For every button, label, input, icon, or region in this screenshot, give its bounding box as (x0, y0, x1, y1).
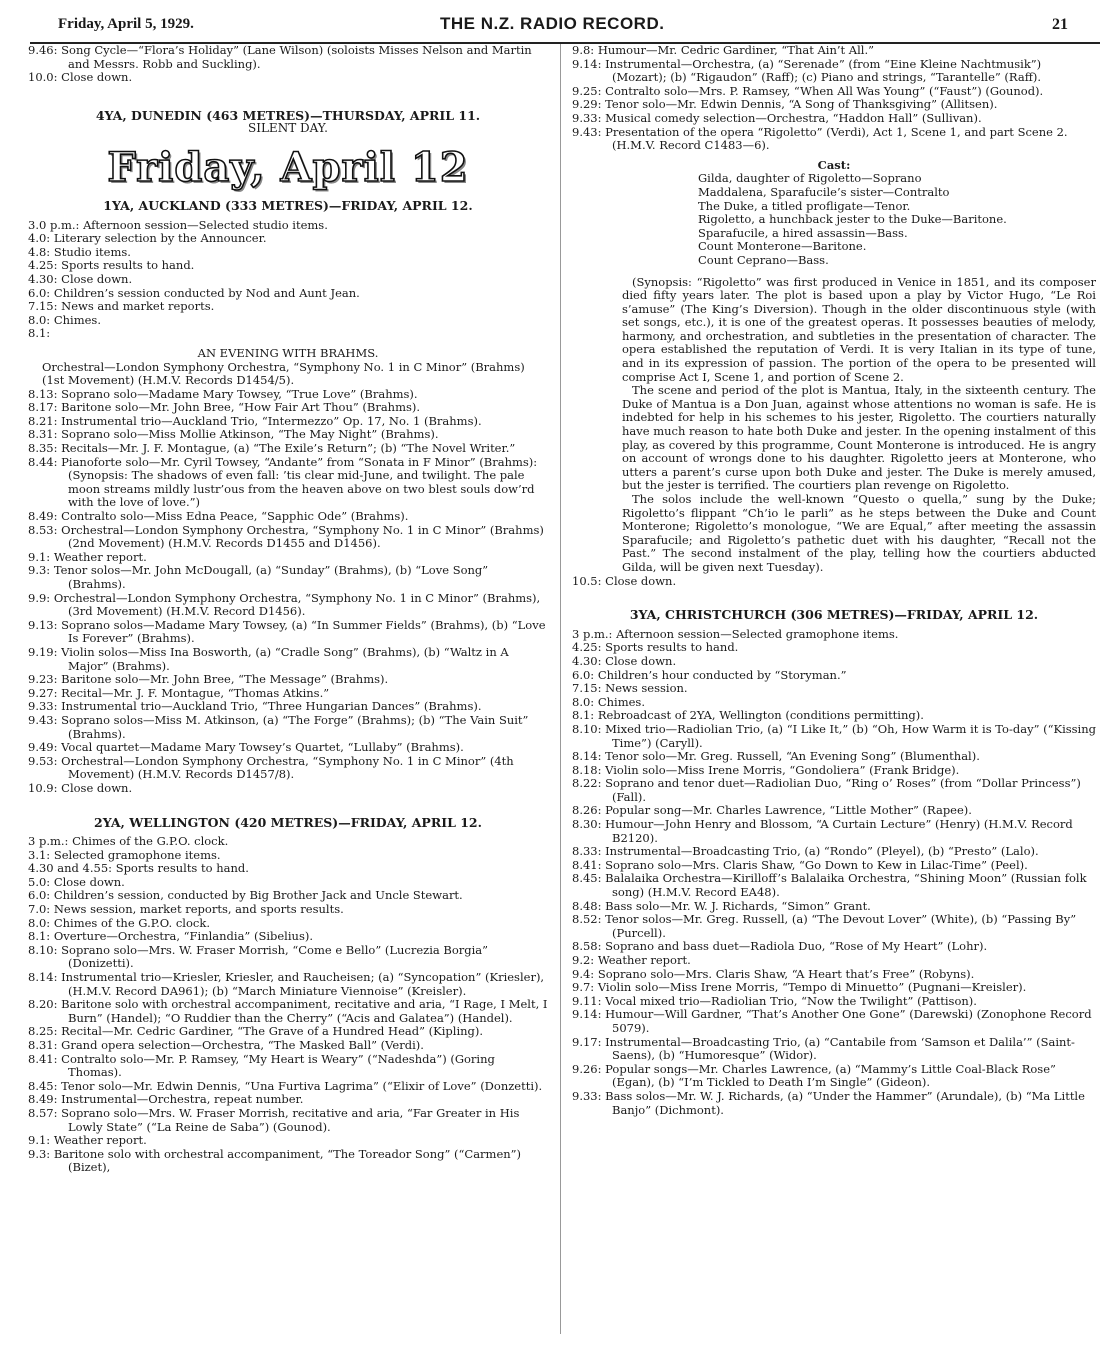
auckland-programme-evening (28, 388, 548, 796)
item-text: Soprano solo—Mrs. Claris Shaw, “Go Down to Kew in Lilac-Time” (Peel). (605, 857, 1028, 872)
item-time: 9.4: (572, 966, 595, 981)
item-time: 9.43: (28, 712, 58, 727)
item-text: Studio items. (53, 244, 131, 259)
item-time: 9.26: (572, 1061, 602, 1076)
item-time: 8.0: (572, 694, 595, 709)
cast-member: Gilda, daughter of Rigoletto—Soprano (698, 171, 922, 186)
item-time: 9.9: (28, 590, 51, 605)
item-time: 9.49: (28, 740, 58, 755)
item-text: Orchestral—London Symphony Orchestra, “Symphony No. 1 in C Minor” (Brahms), (3rd Movement) (H.M.V. Record D1456). (53, 590, 541, 619)
item-time: 9.14: (572, 1007, 602, 1022)
item-text: Violin solos—Miss Ina Bosworth, (a) “Cradle Song” (Brahms), (b) “Waltz in A Major” (Brahms). (61, 644, 509, 673)
item-text: Soprano solos—Miss M. Atkinson, (a) “The Forge” (Brahms); (b) “The Vain Suit” (Brahms). (61, 712, 529, 741)
list-item (28, 415, 548, 429)
list-item (28, 741, 548, 755)
list-item (28, 71, 548, 85)
list-item (28, 219, 548, 233)
item-text: Selected gramophone items. (53, 847, 221, 862)
item-text: Sports results to hand. (61, 258, 195, 273)
item-text: Chimes. (597, 694, 645, 709)
list-item (572, 112, 1096, 126)
item-text: Instrumental—Broadcasting Trio, (a) “Rondo” (Pleyel), (b) “Presto” (Lalo). (605, 844, 1039, 859)
item-text: Soprano solo—Mrs. Claris Shaw, “A Heart that’s Free” (Robyns). (597, 966, 975, 981)
item-time: 8.17: (28, 400, 58, 415)
item-text: Weather report. (53, 549, 147, 564)
item-time: 10.9: (28, 780, 58, 795)
item-text: Recital—Mr. J. F. Montague, “Thomas Atkins.” (61, 685, 330, 700)
item-text: Close down. (605, 653, 677, 668)
item-text: Children’s hour conducted by “Storyman.” (597, 667, 847, 682)
list-item (28, 388, 548, 402)
item-text: Sports results to hand. (605, 640, 739, 655)
item-text: Overture—Orchestra, “Finlandia” (Sibelius). (53, 929, 313, 944)
item-time: 8.53: (28, 522, 58, 537)
list-item (572, 954, 1096, 968)
item-text: Close down. (53, 874, 125, 889)
item-time: 8.30: (572, 817, 602, 832)
item-text: Popular song—Mr. Charles Lawrence, “Little Mother” (Rapee). (605, 803, 972, 818)
cast-member: Rigoletto, a hunchback jester to the Duke—Baritone. (698, 212, 1007, 227)
synopsis-paragraph: (Synopsis: “Rigoletto” was first produced in Venice in 1851, and its composer died fifty years later. The plot is based upon a play by Victor Hugo, “Le Roi s’amuse” (The King’s Diversion). Though in the older discontinuous style (with set songs, etc.), it is one of the greatest operas. It possesses beauties of melody, harmony, and orchestration, and subtleties in the presentation of character. The opera established the reputation of Verdi. It is very Italian in its type of tune, and in its expression of passion. The portion of the opera to be presented will comprise Act I, Scene 1, and portion of Scene 2. (622, 274, 1096, 384)
cast-member: Count Ceprano—Bass. (698, 252, 829, 267)
list-item (572, 58, 1096, 85)
item-time: 4.25: (572, 640, 602, 655)
list-item (572, 968, 1096, 982)
item-time: 9.19: (28, 644, 58, 659)
item-text: Literary selection by the Announcer. (53, 231, 267, 246)
item-time: 9.1: (28, 1133, 51, 1148)
item-time: 8.33: (572, 844, 602, 859)
item-text: Presentation of the opera “Rigoletto” (Verdi), Act 1, Scene 1, and part Scene 2. (H.M.V. Record C1483—6). (605, 124, 1068, 153)
list-item (28, 1107, 548, 1134)
list-item (572, 669, 1096, 683)
rigoletto-synopsis (572, 276, 1096, 575)
item-text: Contralto solo—Mrs. P. Ramsey, “When All Was Young” (“Faust”) (Gounod). (605, 83, 1044, 98)
list-item (28, 646, 548, 673)
cast-member: Sparafucile, a hired assassin—Bass. (698, 225, 908, 240)
item-text: Rebroadcast of 2YA, Wellington (conditions permitting). (597, 708, 924, 723)
item-text: Tenor solo—Mr. Greg. Russell, “An Evening Song” (Blumenthal). (605, 749, 980, 764)
synopsis-paragraph: The scene and period of the plot is Mantua, Italy, in the sixteenth century. The Duke of Mantua is a Don Juan, against whose attentions no woman is safe. He is indebted for help in his schemes to his jester, Rigoletto. The courtiers naturally have much reason to hate both Duke and jester. In the opening instalment of this play, as covered by this programme, Count Monterone is introduced. He is angry on account of wrongs done to his daughter. Rigoletto jeers at Monterone, who utters a parent’s curse upon both Duke and jester. The Duke is merely amused, but the jester is terrified. The courtiers plan revenge on Rigoletto. (622, 383, 1096, 493)
list-item (572, 44, 1096, 58)
list-item (28, 998, 548, 1025)
column-divider (560, 44, 561, 1334)
list-item (28, 755, 548, 782)
item-time: 8.44: (28, 454, 58, 469)
item-text: Chimes of the G.P.O. clock. (72, 834, 229, 849)
item-time: 8.22: (572, 776, 602, 791)
list-item (28, 314, 548, 328)
item-text: Afternoon session—Selected gramophone items. (616, 626, 899, 641)
item-time: 8.57: (28, 1105, 58, 1120)
item-time: 8.49: (28, 1092, 58, 1107)
list-item (572, 709, 1096, 723)
item-text: Soprano and bass duet—Radiola Duo, “Rose of My Heart” (Lohr). (605, 939, 988, 954)
item-text: Bass solo—Mr. W. J. Richards, “Simon” Grant. (605, 898, 871, 913)
cast-member: Count Monterone—Baritone. (698, 239, 867, 254)
item-time: 8.13: (28, 386, 58, 401)
list-item (572, 1090, 1096, 1117)
carry-over-list (28, 44, 548, 85)
item-time: 8.0: (28, 312, 51, 327)
item-text: Contralto solo—Mr. P. Ramsey, “My Heart is Weary” (“Nadeshda”) (Goring Thomas). (61, 1051, 495, 1080)
item-time: 9.11: (572, 993, 602, 1008)
item-text: Instrumental trio—Auckland Trio, “Three Hungarian Dances” (Brahms). (61, 699, 482, 714)
item-text: Humour—Mr. Cedric Gardiner, “That Ain’t All.” (597, 43, 874, 57)
list-item (572, 913, 1096, 940)
item-time: 9.33: (572, 110, 602, 125)
item-time: 9.53: (28, 753, 58, 768)
item-time: 8.25: (28, 1024, 58, 1039)
list-item (572, 1036, 1096, 1063)
item-time: 10.5: (572, 573, 602, 588)
item-text: Balalaika Orchestra—Kirilloff’s Balalaika Orchestra, “Shining Moon” (Russian folk song) (H.M.V. Record EA48). (605, 871, 1087, 900)
list-item (572, 641, 1096, 655)
list-item (28, 1134, 548, 1148)
list-item (28, 1039, 548, 1053)
item-time: 8.52: (572, 912, 602, 927)
list-item (28, 1080, 548, 1094)
list-item (28, 903, 548, 917)
list-item (28, 246, 548, 260)
list-item (572, 1063, 1096, 1090)
item-text: News session. (605, 681, 688, 696)
item-text: Tenor solos—Mr. Greg. Russell, (a) “The Devout Lover” (White), (b) “Passing By” (Purcell). (605, 912, 1077, 940)
wellington-programme-continued (572, 44, 1096, 153)
item-text: Instrumental—Orchestra, (a) “Serenade” (from “Eine Kleine Nachtmusik”) (Mozart); (b) “Rigaudon” (Raff); (c) Piano and strings, “Tarantelle” (Raff). (605, 56, 1042, 85)
christchurch-programme (572, 628, 1096, 1117)
cast-list (572, 172, 1096, 267)
item-time: 3.1: (28, 847, 51, 862)
station-title-wellington: 2YA, WELLINGTON (420 METRES)—FRIDAY, APRIL 12. (94, 814, 482, 830)
wellington-programme (28, 835, 548, 1175)
item-time: 8.31: (28, 1038, 58, 1052)
item-time: 4.25: (28, 258, 58, 273)
cast-member: Maddalena, Sparafucile’s sister—Contralto (698, 184, 950, 199)
list-item (572, 900, 1096, 914)
page-header (0, 8, 1114, 42)
page-number: 21 (1052, 16, 1068, 33)
item-time: 3 p.m.: (572, 626, 613, 641)
item-text: Chimes. (53, 312, 101, 327)
item-text: Instrumental—Broadcasting Trio, (a) “Cantabile from ‘Samson et Dalila’” (Saint-Saens), (b) “Humoresque” (Widor). (605, 1034, 1075, 1063)
list-item (28, 524, 548, 551)
item-text: Close down. (61, 271, 133, 286)
item-time: 9.27: (28, 685, 58, 700)
item-text: Contralto solo—Miss Edna Peace, “Sapphic Ode” (Brahms). (61, 509, 409, 524)
item-time: 4.8: (28, 244, 51, 259)
list-item (572, 995, 1096, 1009)
item-time: 8.35: (28, 441, 58, 456)
item-time: 10.0: (28, 70, 58, 85)
left-column (28, 44, 548, 1175)
list-item (28, 287, 548, 301)
list-item (572, 85, 1096, 99)
item-text: Weather report. (53, 1133, 147, 1148)
list-item (572, 98, 1096, 112)
item-text: Baritone solo—Mr. John Bree, “The Message” (Brahms). (61, 672, 389, 687)
item-text: Bass solos—Mr. W. J. Richards, (a) “Under the Hammer” (Arundale), (b) “Ma Little Banjo” (Dichmont). (605, 1088, 1085, 1117)
list-item (572, 126, 1096, 153)
list-item (572, 723, 1096, 750)
item-time: 8.31: (28, 427, 58, 442)
list-item (28, 862, 548, 876)
list-item (28, 971, 548, 998)
item-text: Chimes of the G.P.O. clock. (53, 915, 210, 930)
list-item (572, 981, 1096, 995)
item-text: Tenor solos—Mr. John McDougall, (a) “Sunday” (Brahms), (b) “Love Song” (Brahms). (53, 563, 489, 591)
list-item (28, 428, 548, 442)
list-item (572, 940, 1096, 954)
item-time: 8.18: (572, 762, 602, 777)
cast-member: The Duke, a titled profligate—Tenor. (698, 198, 911, 213)
item-time: 8.1: (28, 929, 51, 944)
item-time: 9.43: (572, 124, 602, 139)
item-text: Orchestral—London Symphony Orchestra, “Symphony No. 1 in C Minor” (Brahms) (2nd Movement) (H.M.V. Records D1455 and D1456). (61, 522, 544, 551)
item-time: 8.26: (572, 803, 602, 818)
list-item (28, 592, 548, 619)
list-item (572, 804, 1096, 818)
item-text: Close down. (605, 573, 677, 588)
list-item (28, 619, 548, 646)
silent-day-label: SILENT DAY. (248, 121, 328, 136)
item-text: Afternoon session—Selected studio items. (83, 217, 328, 232)
list-item (28, 232, 548, 246)
item-time: 9.25: (572, 83, 602, 98)
item-text: Tenor solo—Mr. Edwin Dennis, “Una Furtiva Lagrima” (“Elixir of Love” (Donzetti). (61, 1078, 543, 1093)
item-text: Recital—Mr. Cedric Gardiner, “The Grave of a Hundred Head” (Kipling). (61, 1024, 484, 1039)
day-heading: Friday, April 12 (107, 143, 469, 191)
item-time: 9.3: (28, 563, 51, 578)
item-text: Instrumental trio—Auckland Trio, “Intermezzo” Op. 17, No. 1 (Brahms). (61, 413, 482, 428)
brahms-heading: AN EVENING WITH BRAHMS. (197, 345, 379, 360)
item-time: 8.14: (572, 749, 602, 764)
item-text: Close down. (61, 70, 133, 85)
list-item (572, 859, 1096, 873)
item-time: 7.15: (28, 299, 58, 314)
list-item (28, 714, 548, 741)
item-text: Musical comedy selection—Orchestra, “Haddon Hall” (Sullivan). (605, 110, 982, 125)
list-item (28, 456, 548, 510)
item-text: Baritone solo with orchestral accompaniment, recitative and aria, “I Rage, I Melt, I Burn” (Handel); “O Ruddier than the Cherry” (“Acis and Galatea”) (Handel). (61, 997, 548, 1025)
list-item (572, 750, 1096, 764)
list-item (28, 876, 548, 890)
item-text: Mixed trio—Radiolian Trio, (a) “I Like It,” (b) “Oh, How Warm it is To-day” (“Kissing Time”) (Caryll). (605, 721, 1096, 750)
item-time: 9.33: (572, 1088, 602, 1103)
item-time: 4.30: (28, 271, 58, 286)
issue-date: Friday, April 5, 1929. (58, 16, 194, 32)
item-time: 8.45: (28, 1078, 58, 1093)
item-time: 9.8: (572, 43, 595, 57)
item-time: 9.7: (572, 980, 595, 995)
item-time: 8.1: (28, 326, 51, 341)
item-text: Soprano and tenor duet—Radiolian Duo, “Ring o’ Roses” (from “Dollar Princess”) (Fall). (605, 776, 1081, 804)
item-text: Baritone solo with orchestral accompaniment, “The Toreador Song” (“Carmen”) (Bizet), (53, 1146, 522, 1175)
item-text: Instrumental—Orchestra, repeat number. (61, 1092, 304, 1107)
item-time: 9.17: (572, 1034, 602, 1049)
item-text: Violin solo—Miss Irene Morris, “Tempo di Minuetto” (Pugnani—Kreisler). (597, 980, 1027, 995)
item-text: Orchestral—London Symphony Orchestra, “Symphony No. 1 in C Minor” (4th Movement) (H.M.V. Records D1457/8). (61, 753, 514, 782)
item-text: Vocal mixed trio—Radiolian Trio, “Now the Twilight” (Pattison). (605, 993, 977, 1008)
item-time: 9.14: (572, 56, 602, 71)
item-time: 8.41: (28, 1051, 58, 1066)
item-text: Vocal quartet—Madame Mary Towsey’s Quartet, “Lullaby” (Brahms). (61, 740, 464, 755)
item-time: 9.33: (28, 699, 58, 714)
item-text: News and market reports. (61, 299, 215, 314)
item-text: Violin solo—Miss Irene Morris, “Gondoliera” (Frank Bridge). (605, 762, 960, 777)
item-time: 7.0: (28, 902, 51, 917)
item-time: 8.48: (572, 898, 602, 913)
station-title-christchurch: 3YA, CHRISTCHURCH (306 METRES)—FRIDAY, APRIL 12. (629, 607, 1039, 623)
list-item (28, 259, 548, 273)
list-item (572, 872, 1096, 899)
list-item (28, 401, 548, 415)
item-text: Soprano solo—Mrs. W. Fraser Morrish, recitative and aria, “Far Greater in His Lowly State” (“La Reine de Saba”) (Gounod). (61, 1105, 520, 1134)
item-text: Grand opera selection—Orchestra, “The Masked Ball” (Verdi). (61, 1038, 424, 1052)
list-item (28, 782, 548, 796)
item-time: 9.13: (28, 617, 58, 632)
list-item (28, 300, 548, 314)
list-item (28, 1025, 548, 1039)
publication-title: THE N.Z. RADIO RECORD. (440, 14, 665, 33)
list-item (28, 510, 548, 524)
list-item (28, 673, 548, 687)
list-item (572, 777, 1096, 804)
list-item (28, 1148, 548, 1175)
list-item (28, 327, 548, 341)
item-time: 3 p.m.: (28, 834, 69, 849)
item-text: Pianoforte solo—Mr. Cyril Towsey, “Andante” from “Sonata in F Minor” (Brahms): (Synopsis: The shadows of even fall: ’tis clear mid-June, and twilight. The pale moon streams mildly lustr’ous from the heaven above on two blest souls dow’rd with the love of love.”) (61, 454, 538, 510)
list-item (572, 696, 1096, 710)
right-column (572, 44, 1096, 1117)
item-text: News session, market reports, and sports results. (53, 902, 344, 917)
item-time: 4.0: (28, 231, 51, 246)
item-time: 8.10: (572, 721, 602, 736)
list-item (28, 917, 548, 931)
list-item (28, 44, 548, 71)
item-text: Soprano solos—Madame Mary Towsey, (a) “In Summer Fields” (Brahms), (b) “Love Is Forever” (Brahms). (61, 617, 546, 646)
list-item (28, 273, 548, 287)
list-item (28, 442, 548, 456)
item-text: Soprano solo—Mrs. W. Fraser Morrish, “Come e Bello” (Lucrezia Borgia” (Donizetti). (61, 942, 489, 971)
station-title-auckland: 1YA, AUCKLAND (333 METRES)—FRIDAY, APRIL 12. (103, 197, 473, 213)
list-item (28, 889, 548, 903)
item-time: 8.0: (28, 915, 51, 930)
item-time: 8.21: (28, 413, 58, 428)
item-text: Children’s session, conducted by Big Brother Jack and Uncle Stewart. (53, 888, 463, 903)
item-time: 8.20: (28, 997, 58, 1012)
list-item (572, 575, 1096, 589)
item-time: 5.0: (28, 874, 51, 889)
brahms-intro: Orchestral—London Symphony Orchestra, “Symphony No. 1 in C Minor” (Brahms) (1st Movement) (H.M.V. Records D1454/5). (42, 359, 525, 388)
list-item (28, 564, 548, 591)
list-item (572, 655, 1096, 669)
item-text: Instrumental trio—Kriesler, Kriesler, and Raucheisen; (a) “Syncopation” (Kriesler), (H.M.V. Record DA961); (b) “March Miniature Viennoise” (Kreisler). (61, 970, 545, 998)
item-time: 9.1: (28, 549, 51, 564)
item-text: Song Cycle—“Flora’s Holiday” (Lane Wilson) (soloists Misses Nelson and Martin and Messrs. Robb and Suckling). (61, 43, 532, 71)
item-time: 9.2: (572, 953, 595, 967)
item-text: Recitals—Mr. J. F. Montague, (a) “The Exile’s Return”; (b) “The Novel Writer.” (61, 441, 516, 456)
item-text: Tenor solo—Mr. Edwin Dennis, “A Song of Thanksgiving” (Allitsen). (605, 97, 998, 112)
item-text: Soprano solo—Madame Mary Towsey, “True Love” (Brahms). (61, 386, 418, 401)
list-item (28, 930, 548, 944)
item-time: 8.10: (28, 942, 58, 957)
item-text: Close down. (61, 780, 133, 795)
list-item (572, 845, 1096, 859)
item-time: 9.46: (28, 43, 58, 57)
cast-heading: Cast: (817, 157, 851, 172)
item-text: Weather report. (597, 953, 691, 967)
auckland-programme-early (28, 219, 548, 341)
list-item (572, 628, 1096, 642)
list-item (28, 849, 548, 863)
item-time: 6.0: (28, 285, 51, 300)
list-item (572, 818, 1096, 845)
item-time: 8.14: (28, 970, 58, 985)
item-time: 9.29: (572, 97, 602, 112)
list-item (572, 682, 1096, 696)
list-item (28, 835, 548, 849)
item-time: 6.0: (28, 888, 51, 903)
item-time: 7.15: (572, 681, 602, 696)
item-time: 6.0: (572, 667, 595, 682)
item-time: 9.23: (28, 672, 58, 687)
item-text: Sports results to hand. (115, 861, 249, 876)
list-item (28, 944, 548, 971)
item-time: 8.1: (572, 708, 595, 723)
item-time: 4.30 and 4.55: (28, 861, 113, 876)
synopsis-paragraph: The solos include the well-known “Questo o quella,” sung by the Duke; Rigoletto’s flippant “Ch’io le parli” as he steps between the Duke and Count Monterone; Rigoletto’s monologue, “We are Equal,” after meeting the assassin Sparafucile; and Rigoletto’s pathetic duet with his daughter, “Recall not the Past.” The second instalment of the play, telling how the courtiers abducted Gilda, will be given next Tuesday). (622, 492, 1096, 574)
station-title-dunedin: 4YA, DUNEDIN (463 METRES)—THURSDAY, APRIL 11. (95, 107, 481, 123)
item-time: 8.41: (572, 857, 602, 872)
item-time: 3.0 p.m.: (28, 217, 80, 232)
item-text: Soprano solo—Miss Mollie Atkinson, “The May Night” (Brahms). (61, 427, 439, 442)
item-time: 4.30: (572, 653, 602, 668)
list-item (572, 764, 1096, 778)
list-item (572, 1008, 1096, 1035)
item-time: 9.3: (28, 1146, 51, 1161)
item-time: 8.58: (572, 939, 602, 954)
item-text: Humour—John Henry and Blossom, “A Curtain Lecture” (Henry) (H.M.V. Record B2120). (605, 817, 1073, 845)
list-item (28, 1053, 548, 1080)
item-text: Baritone solo—Mr. John Bree, “How Fair Art Thou” (Brahms). (61, 400, 421, 415)
list-item (28, 1093, 548, 1107)
item-text: Humour—Will Gardner, “That’s Another One Gone” (Darewski) (Zonophone Record 5079). (605, 1007, 1092, 1035)
item-text: Popular songs—Mr. Charles Lawrence, (a) “Mammy’s Little Coal-Black Rose” (Egan), (b) “I’m Tickled to Death I’m Single” (Gideon). (605, 1061, 1056, 1090)
list-item (28, 700, 548, 714)
list-item (28, 687, 548, 701)
list-item (28, 551, 548, 565)
item-time: 8.45: (572, 871, 602, 886)
item-text: Children’s session conducted by Nod and Aunt Jean. (53, 285, 360, 300)
item-time: 8.49: (28, 509, 58, 524)
